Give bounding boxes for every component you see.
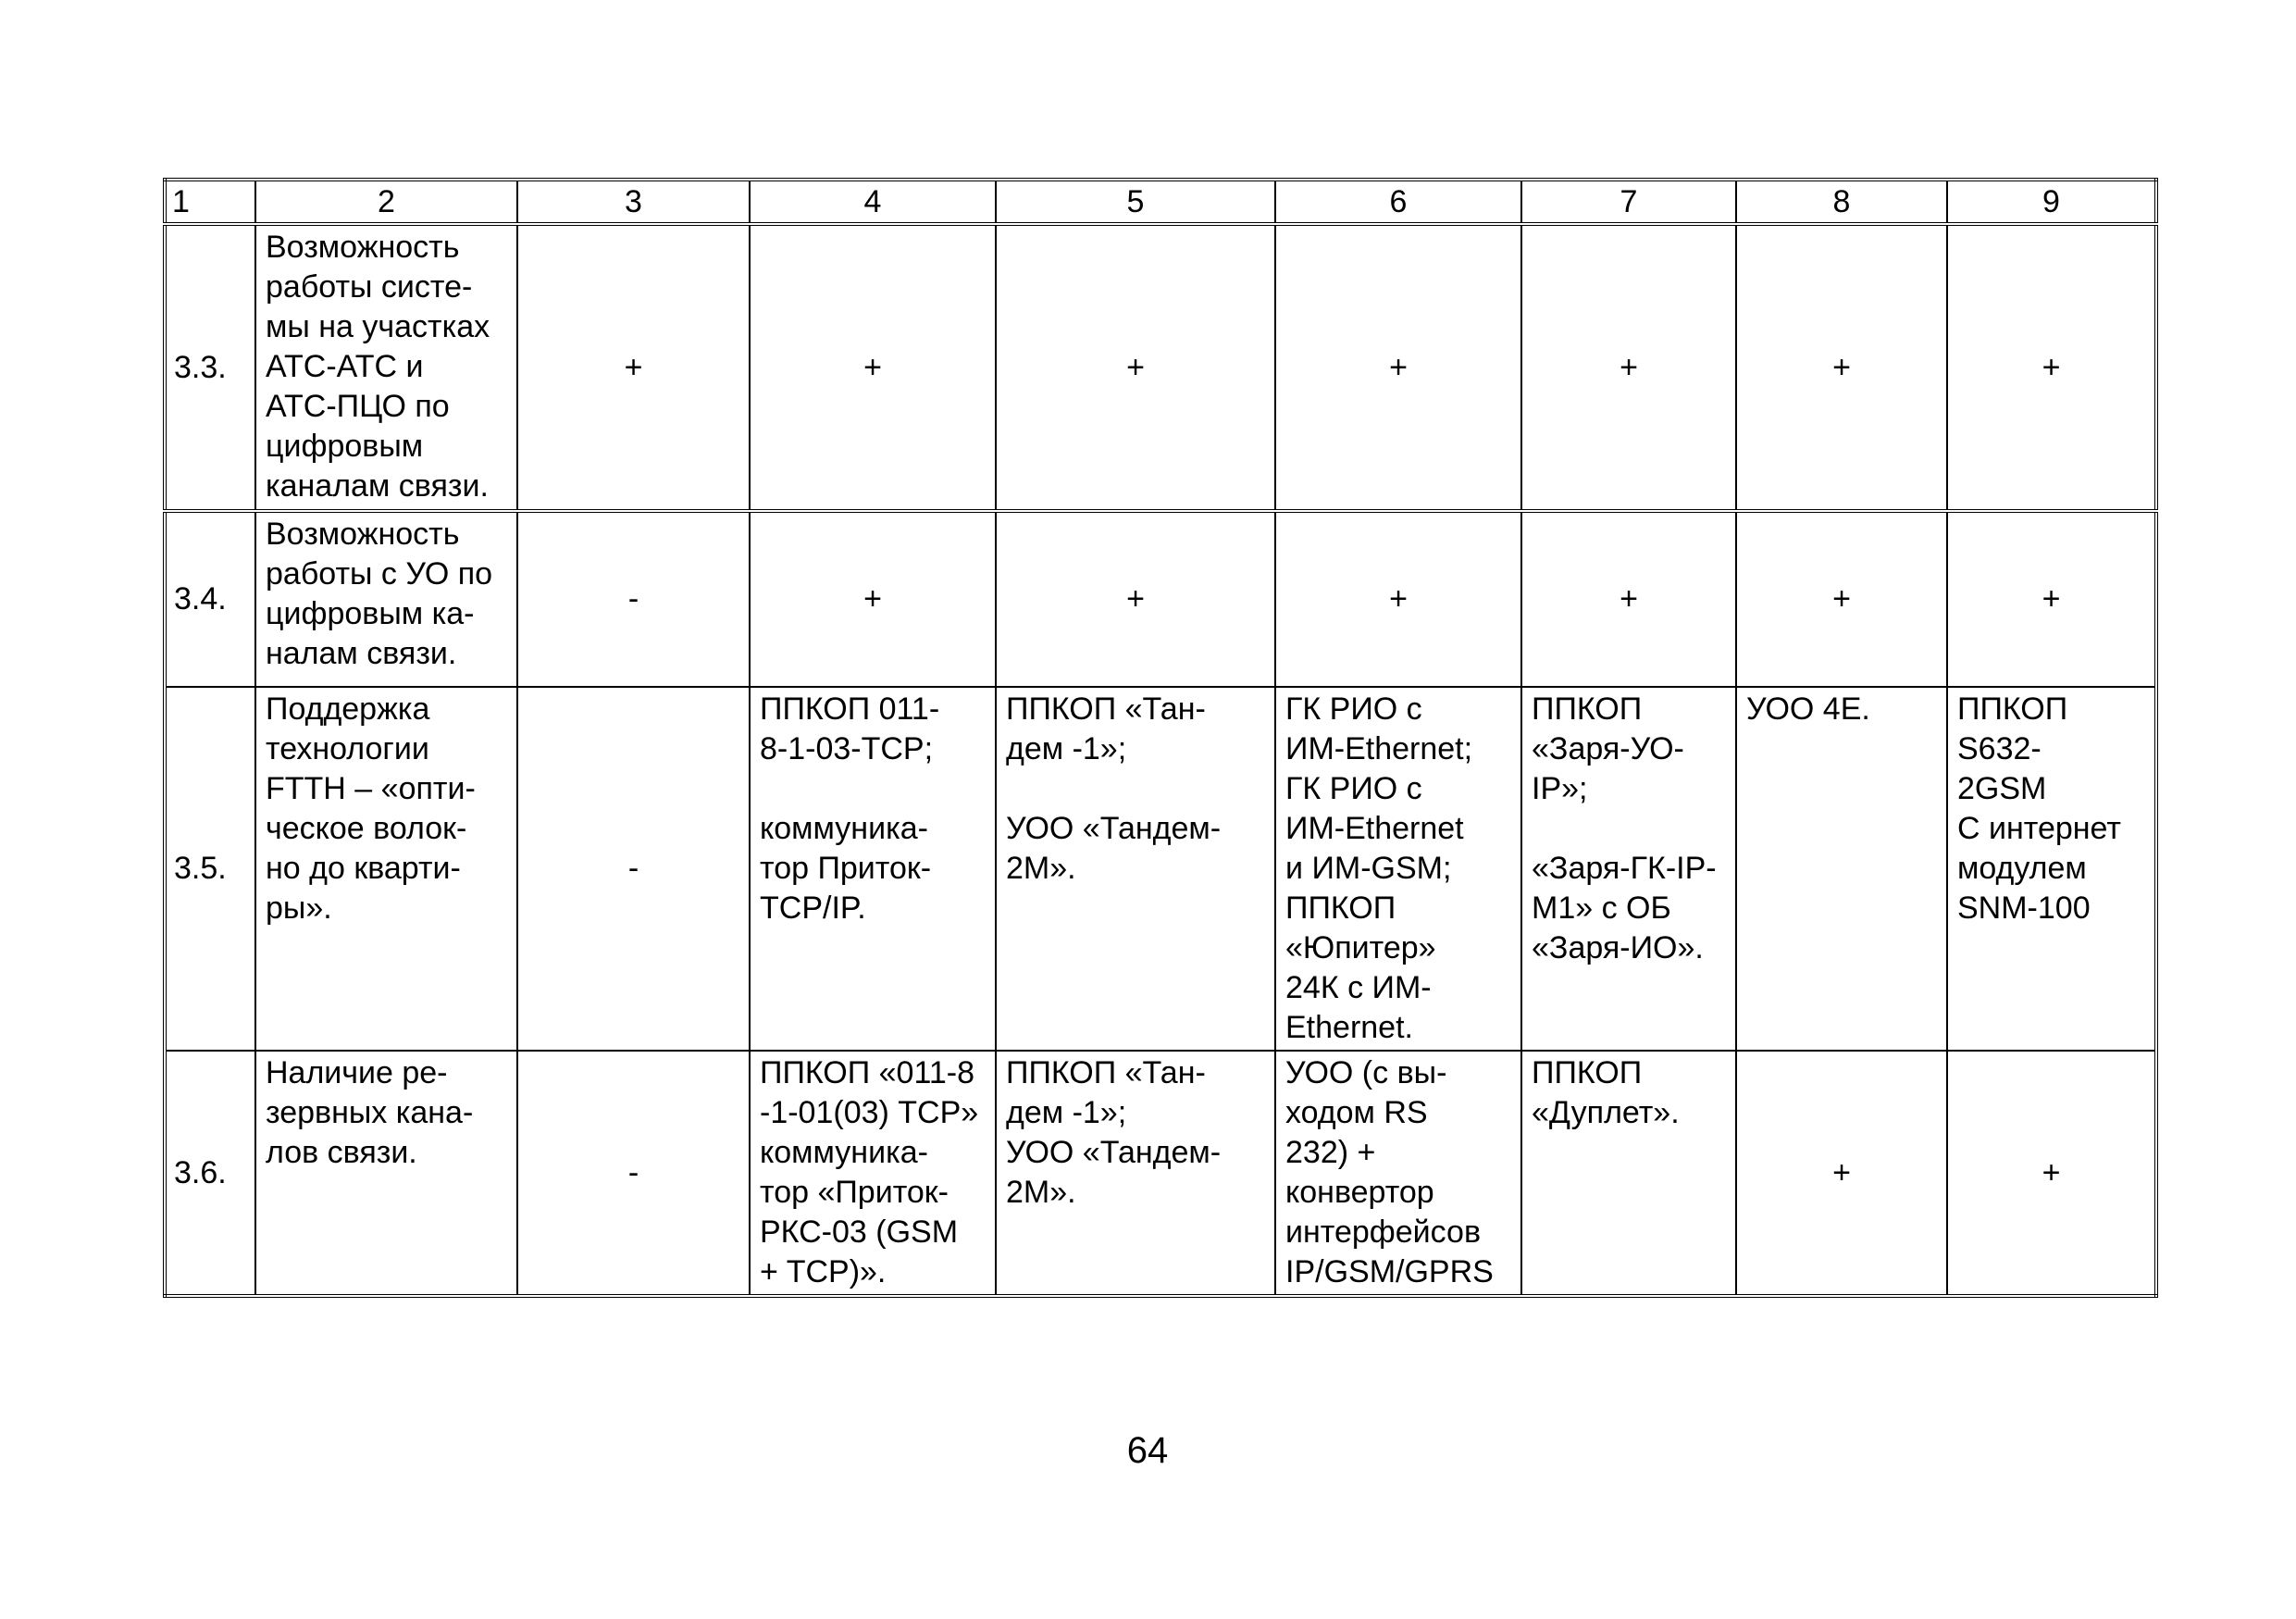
table-cell: + <box>1736 511 1947 687</box>
header-row <box>165 180 2156 224</box>
table-cell: + <box>1275 224 1521 511</box>
header-cell: 1 <box>165 180 255 224</box>
table-cell: УОО (с вы- ходом RS 232) + конвертор интерфейсов IP/GSM/GPRS <box>1275 1051 1521 1296</box>
table-cell: ГК РИО с ИМ-Ethernet; ГК РИО с ИМ-Ethernet и ИМ-GSM; ППКОП «Юпитер» 24К с ИМ- Ethernet. <box>1275 687 1521 1051</box>
header-cell: 7 <box>1521 180 1736 224</box>
header-cell: 3 <box>517 180 750 224</box>
table-cell: - <box>517 511 750 687</box>
table-cell: - <box>517 687 750 1051</box>
header-cell: 9 <box>1947 180 2156 224</box>
table-cell: + <box>1947 511 2156 687</box>
table-cell: + <box>1947 224 2156 511</box>
header-cell: 5 <box>996 180 1275 224</box>
table-cell: + <box>996 511 1275 687</box>
row-number: 3.5. <box>165 687 255 1051</box>
table-cell: + <box>1947 1051 2156 1296</box>
comparison-table <box>163 178 2158 1298</box>
page-number: 64 <box>1126 1430 1169 1471</box>
table-cell: ППКОП «Тан- дем -1»; УОО «Тандем- 2М». <box>996 1051 1275 1296</box>
table-cell: + <box>1521 511 1736 687</box>
table-cell: + <box>1521 224 1736 511</box>
table-cell: ППКОП «Заря-УО- IP»; «Заря-ГК-IP- М1» с ОБ «Заря-ИО». <box>1521 687 1736 1051</box>
table-cell: + <box>750 224 996 511</box>
header-cell: 6 <box>1275 180 1521 224</box>
row-number: 3.4. <box>165 511 255 687</box>
table-cell: ППКОП «Дуплет». <box>1521 1051 1736 1296</box>
table-cell: + <box>517 224 750 511</box>
table-cell: УОО 4Е. <box>1736 687 1947 1051</box>
table-cell: - <box>517 1051 750 1296</box>
table-cell: + <box>996 224 1275 511</box>
table-cell: + <box>1736 224 1947 511</box>
header-cell: 2 <box>255 180 517 224</box>
row-name: Наличие ре- зервных кана- лов связи. <box>255 1051 517 1296</box>
table-cell: ППКОП S632- 2GSM С интернет модулем SNM-100 <box>1947 687 2156 1051</box>
table-cell: + <box>1275 511 1521 687</box>
table-cell: + <box>1736 1051 1947 1296</box>
table-cell: + <box>750 511 996 687</box>
row-number: 3.3. <box>165 224 255 511</box>
table-cell: ППКОП 011- 8-1-03-TCP; коммуника- тор Приток- TCP/IP. <box>750 687 996 1051</box>
table-row <box>165 1051 2156 1296</box>
row-number: 3.6. <box>165 1051 255 1296</box>
row-name: Возможность работы систе- мы на участках АТС-АТС и АТС-ПЦО по цифровым каналам связи. <box>255 224 517 511</box>
row-name: Возможность работы с УО по цифровым ка- налам связи. <box>255 511 517 687</box>
table-cell: ППКОП «Тан- дем -1»; УОО «Тандем- 2М». <box>996 687 1275 1051</box>
header-cell: 4 <box>750 180 996 224</box>
table-cell: ППКОП «011-8 -1-01(03) TCP» коммуника- тор «Приток- РКС-03 (GSM + TCP)». <box>750 1051 996 1296</box>
header-cell: 8 <box>1736 180 1947 224</box>
row-name: Поддержка технологии FTTH – «опти- ческое волок- но до кварти- ры». <box>255 687 517 1051</box>
table-row <box>165 224 2156 511</box>
table-row <box>165 511 2156 687</box>
table-row <box>165 687 2156 1051</box>
